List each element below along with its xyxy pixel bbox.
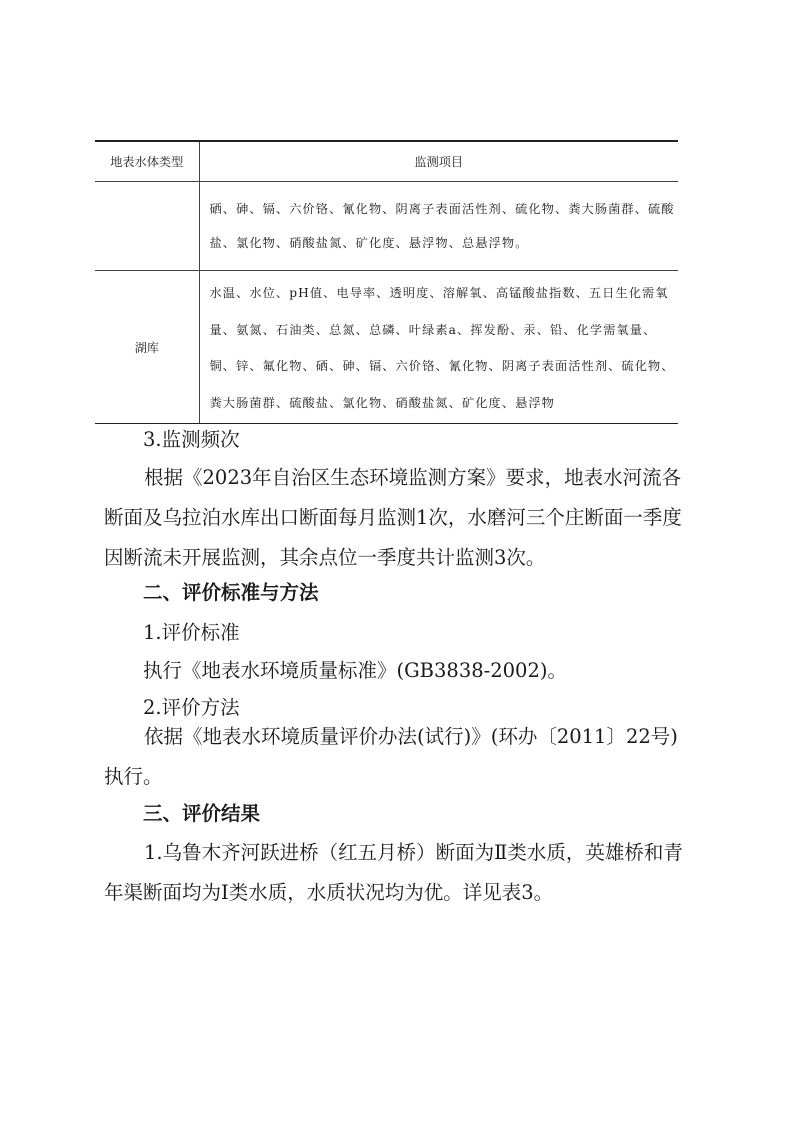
paragraph-text: 依据《地表水环境质量评价办法(试行)》(环办〔2011〕22号)执行。 bbox=[104, 725, 678, 788]
header-water-type: 地表水体类型 bbox=[95, 141, 199, 182]
row1-monitoring-items: 硒、砷、镉、六价铬、氰化物、阴离子表面活性剂、硫化物、粪大肠菌群、硫酸盐、氯化物、硝酸盐氮、矿化度、悬浮物、总悬浮物。 bbox=[199, 182, 678, 271]
evaluation-standard-heading: 1.评价标准 bbox=[143, 621, 240, 644]
evaluation-result-paragraph bbox=[104, 833, 694, 913]
header-monitoring-items: 监测项目 bbox=[199, 141, 678, 182]
monitoring-items-table bbox=[95, 140, 678, 424]
monitoring-frequency-heading: 3.监测频次 bbox=[143, 428, 240, 451]
table-row bbox=[95, 182, 678, 271]
evaluation-method-heading: 2.评价方法 bbox=[143, 696, 240, 719]
table-row bbox=[95, 271, 678, 424]
paragraph-text: 根据《2023年自治区生态环境监测方案》要求，地表水河流各断面及乌拉泊水库出口断面每月监测1次，水磨河三个庄断面一季度因断流未开展监测，其余点位一季度共计监测3次。 bbox=[104, 466, 682, 569]
table-header-row bbox=[95, 141, 678, 182]
paragraph-text: 1.乌鲁木齐河跃进桥（红五月桥）断面为Ⅱ类水质，英雄桥和青年渠断面均为Ⅰ类水质，水质状况均为优。详见表3。 bbox=[104, 841, 683, 904]
section-three-heading: 三、评价结果 bbox=[143, 802, 261, 825]
evaluation-standard-text: 执行《地表水环境质量标准》(GB3838-2002)。 bbox=[143, 659, 567, 682]
section-two-heading: 二、评价标准与方法 bbox=[143, 581, 319, 604]
row2-monitoring-items: 水温、水位、pH值、电导率、透明度、溶解氧、高锰酸盐指数、五日生化需氧量、氨氮、石油类、总氮、总磷、叶绿素a、挥发酚、汞、铅、化学需氧量、铜、锌、氟化物、硒、砷、镉、六价铬、氰化物、阴离子表面活性剂、硫化物、粪大肠菌群、硫酸盐、氯化物、硝酸盐氮、矿化度、悬浮物 bbox=[199, 271, 678, 424]
evaluation-method-paragraph bbox=[104, 717, 694, 797]
row1-water-type bbox=[95, 182, 199, 271]
monitoring-frequency-paragraph bbox=[104, 458, 694, 578]
row2-water-type: 湖库 bbox=[95, 271, 199, 424]
